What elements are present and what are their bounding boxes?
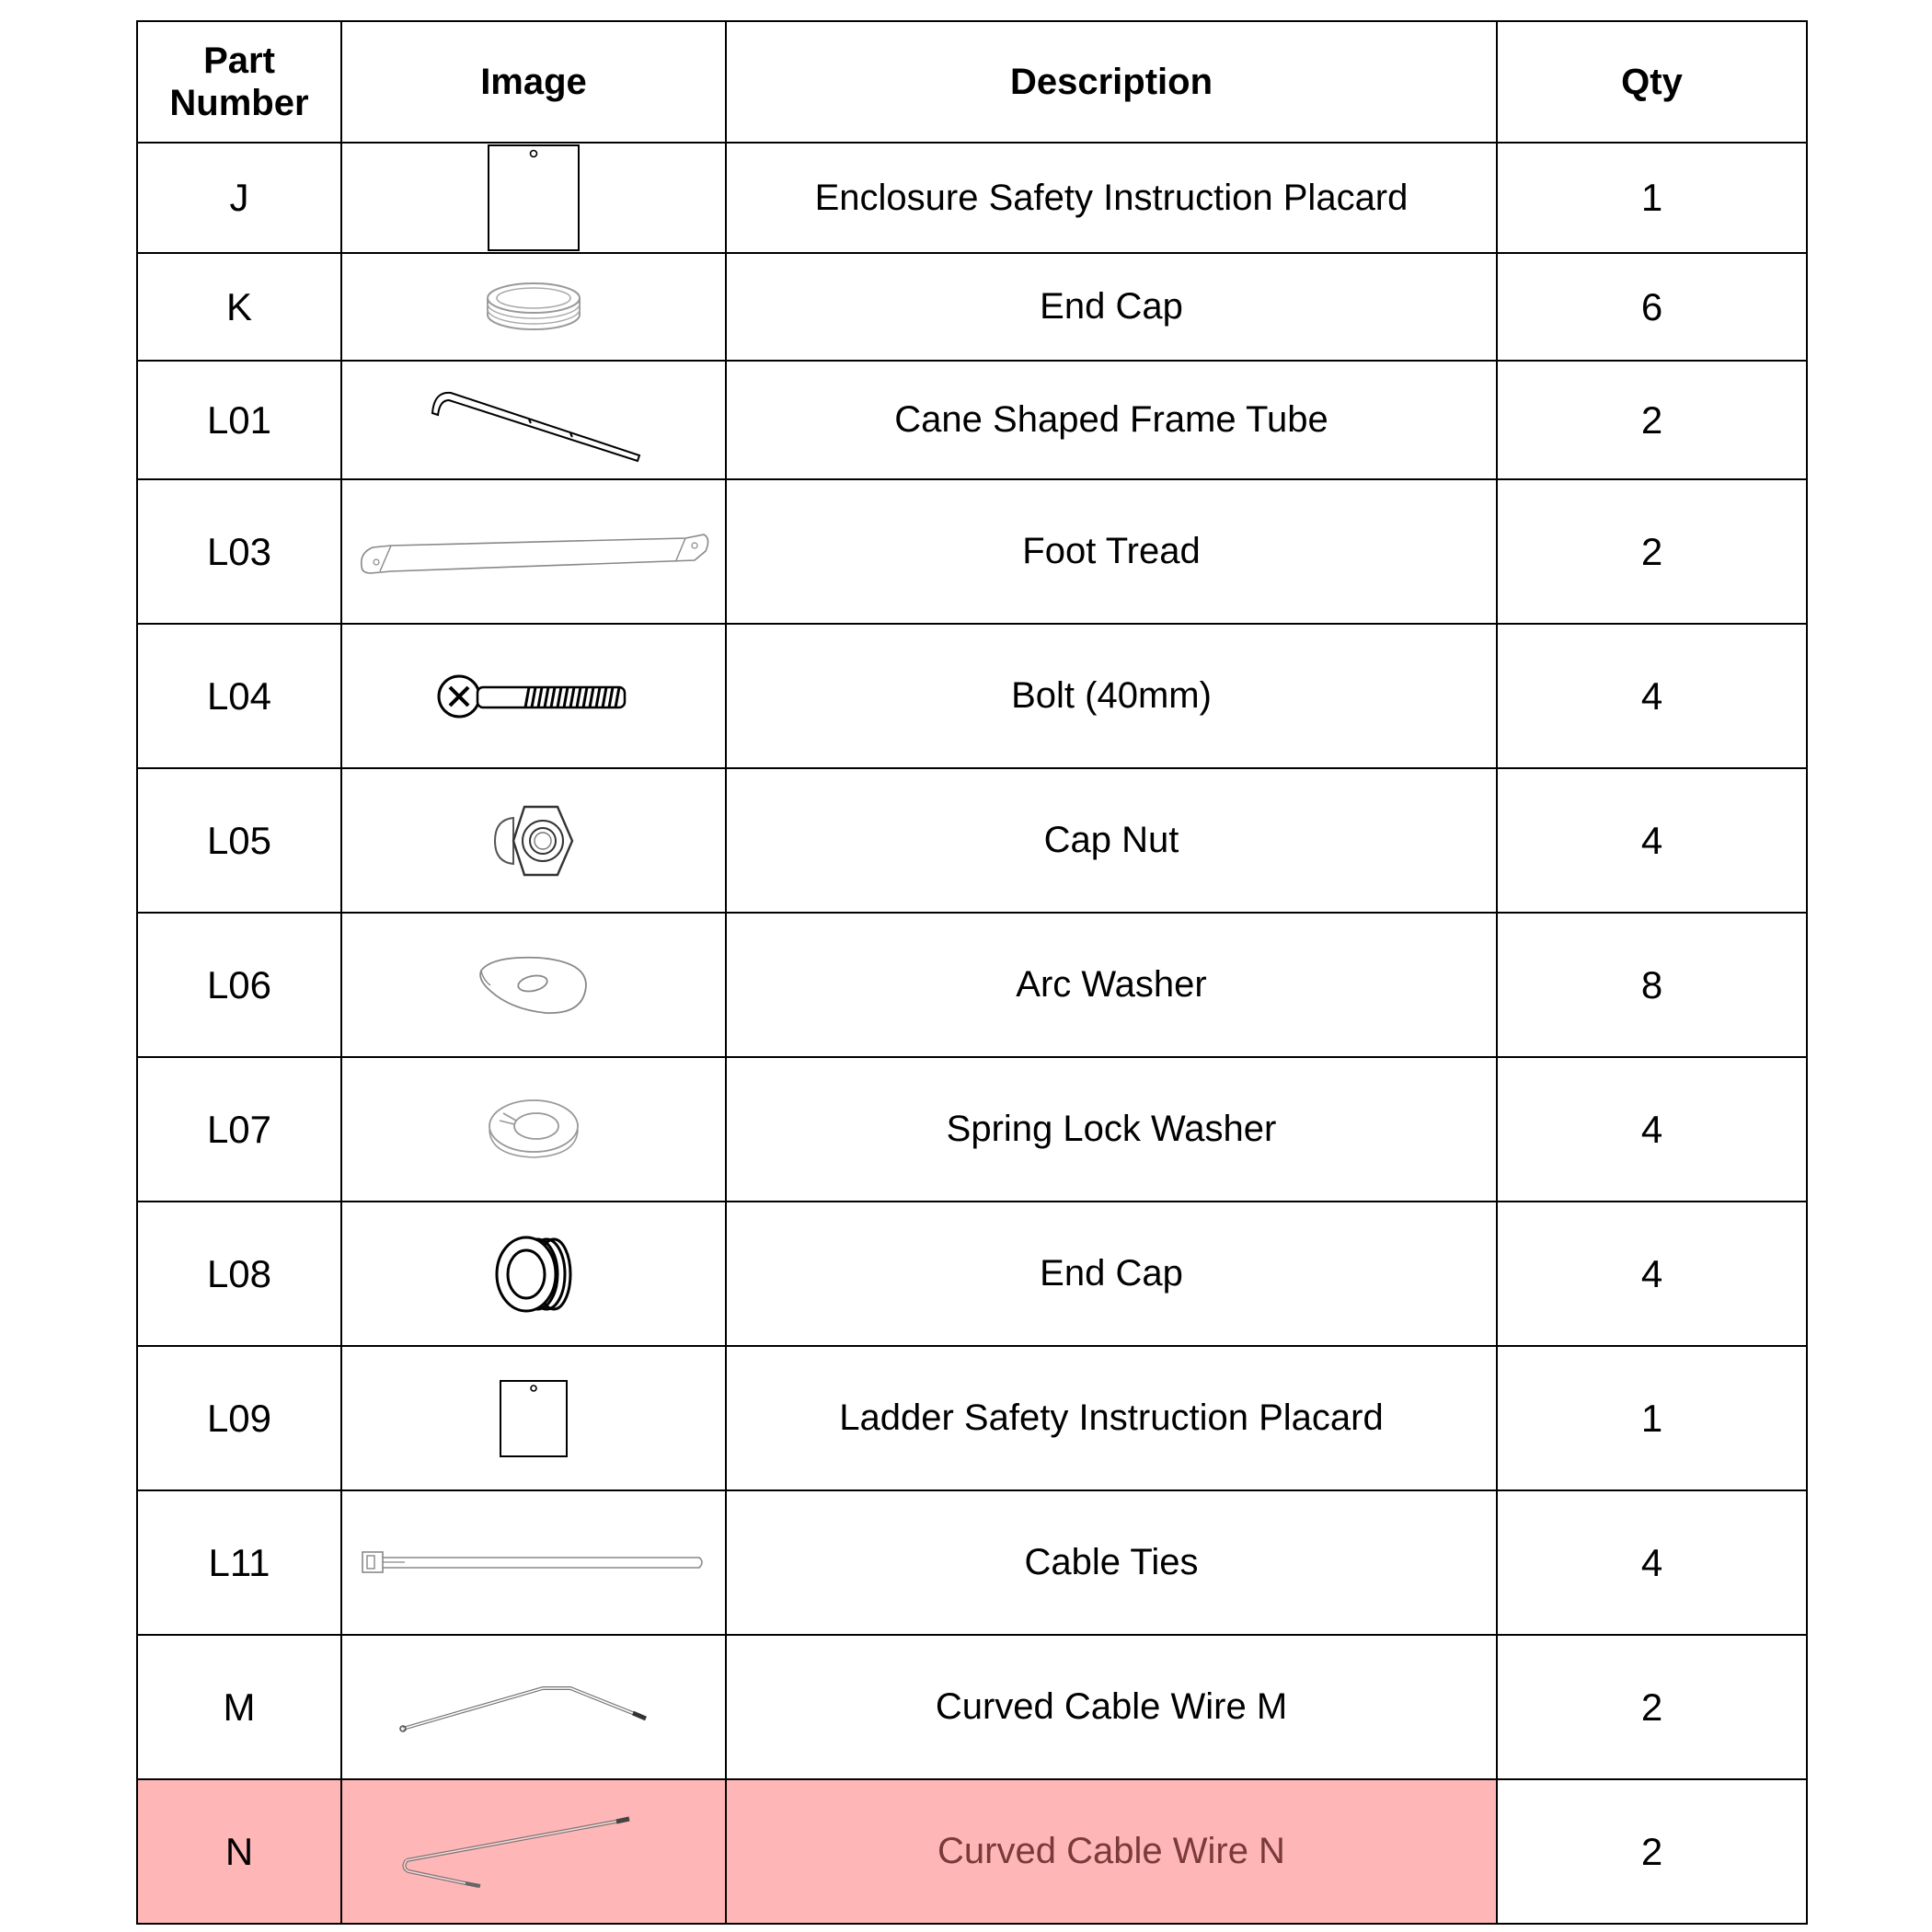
header-image: Image — [341, 21, 726, 143]
part-image — [341, 1057, 726, 1202]
table-row — [137, 1346, 1807, 1490]
part-number: L05 — [137, 768, 341, 913]
part-image — [341, 253, 726, 361]
part-image — [341, 1346, 726, 1490]
bolt-icon — [437, 669, 630, 724]
header-qty: Qty — [1497, 21, 1807, 143]
part-image — [341, 624, 726, 768]
part-description: Spring Lock Washer — [726, 1057, 1497, 1202]
part-image — [341, 1490, 726, 1635]
part-image — [341, 1202, 726, 1346]
part-qty: 2 — [1497, 1779, 1807, 1924]
placard-icon — [483, 144, 584, 252]
part-qty: 8 — [1497, 913, 1807, 1057]
part-qty: 4 — [1497, 624, 1807, 768]
part-image — [341, 768, 726, 913]
part-qty: 1 — [1497, 1346, 1807, 1490]
part-image — [341, 913, 726, 1057]
part-description: Ladder Safety Instruction Placard — [726, 1346, 1497, 1490]
part-number: N — [137, 1779, 341, 1924]
part-description: Cap Nut — [726, 768, 1497, 913]
part-description: End Cap — [726, 253, 1497, 361]
part-description: End Cap — [726, 1202, 1497, 1346]
part-image — [341, 361, 726, 479]
part-number: J — [137, 143, 341, 253]
foot-tread-icon — [354, 520, 713, 584]
end-cap-icon — [488, 1233, 580, 1316]
header-part-number: Part Number — [137, 21, 341, 143]
part-number: L06 — [137, 913, 341, 1057]
part-description: Cane Shaped Frame Tube — [726, 361, 1497, 479]
spring-washer-icon — [483, 1093, 584, 1167]
table-row — [137, 1635, 1807, 1779]
curved-wire-m-icon — [396, 1675, 672, 1740]
part-number: K — [137, 253, 341, 361]
cap-nut-icon — [488, 799, 580, 882]
parts-table — [136, 20, 1808, 1925]
part-description: Bolt (40mm) — [726, 624, 1497, 768]
part-description: Cable Ties — [726, 1490, 1497, 1635]
part-description: Curved Cable Wire N — [726, 1779, 1497, 1924]
table-row — [137, 143, 1807, 253]
header-description: Description — [726, 21, 1497, 143]
part-number: L09 — [137, 1346, 341, 1490]
table-row — [137, 1202, 1807, 1346]
part-number: L07 — [137, 1057, 341, 1202]
part-image — [341, 1635, 726, 1779]
part-description: Curved Cable Wire M — [726, 1635, 1497, 1779]
placard-small-icon — [497, 1377, 570, 1460]
part-qty: 6 — [1497, 253, 1807, 361]
part-number: L03 — [137, 479, 341, 624]
table-row — [137, 1490, 1807, 1635]
part-image — [341, 143, 726, 253]
part-number: L04 — [137, 624, 341, 768]
part-qty: 4 — [1497, 768, 1807, 913]
part-description: Enclosure Safety Instruction Placard — [726, 143, 1497, 253]
table-row — [137, 253, 1807, 361]
part-qty: 1 — [1497, 143, 1807, 253]
part-qty: 4 — [1497, 1490, 1807, 1635]
part-qty: 2 — [1497, 361, 1807, 479]
cane-tube-icon — [414, 374, 653, 466]
part-description: Arc Washer — [726, 913, 1497, 1057]
header-row — [137, 21, 1807, 143]
part-qty: 4 — [1497, 1202, 1807, 1346]
part-image — [341, 1779, 726, 1924]
cable-tie-icon — [359, 1545, 708, 1581]
table-row — [137, 1779, 1807, 1924]
part-number: L11 — [137, 1490, 341, 1635]
table-row — [137, 624, 1807, 768]
table-row — [137, 768, 1807, 913]
curved-wire-n-icon — [396, 1811, 672, 1893]
part-number: M — [137, 1635, 341, 1779]
part-qty: 2 — [1497, 1635, 1807, 1779]
part-number: L01 — [137, 361, 341, 479]
part-qty: 4 — [1497, 1057, 1807, 1202]
table-row — [137, 361, 1807, 479]
table-row — [137, 1057, 1807, 1202]
part-description: Foot Tread — [726, 479, 1497, 624]
part-number: L08 — [137, 1202, 341, 1346]
end-cap-ring-icon — [478, 270, 589, 344]
table-row — [137, 479, 1807, 624]
part-qty: 2 — [1497, 479, 1807, 624]
part-image — [341, 479, 726, 624]
table-row — [137, 913, 1807, 1057]
arc-washer-icon — [474, 949, 593, 1022]
